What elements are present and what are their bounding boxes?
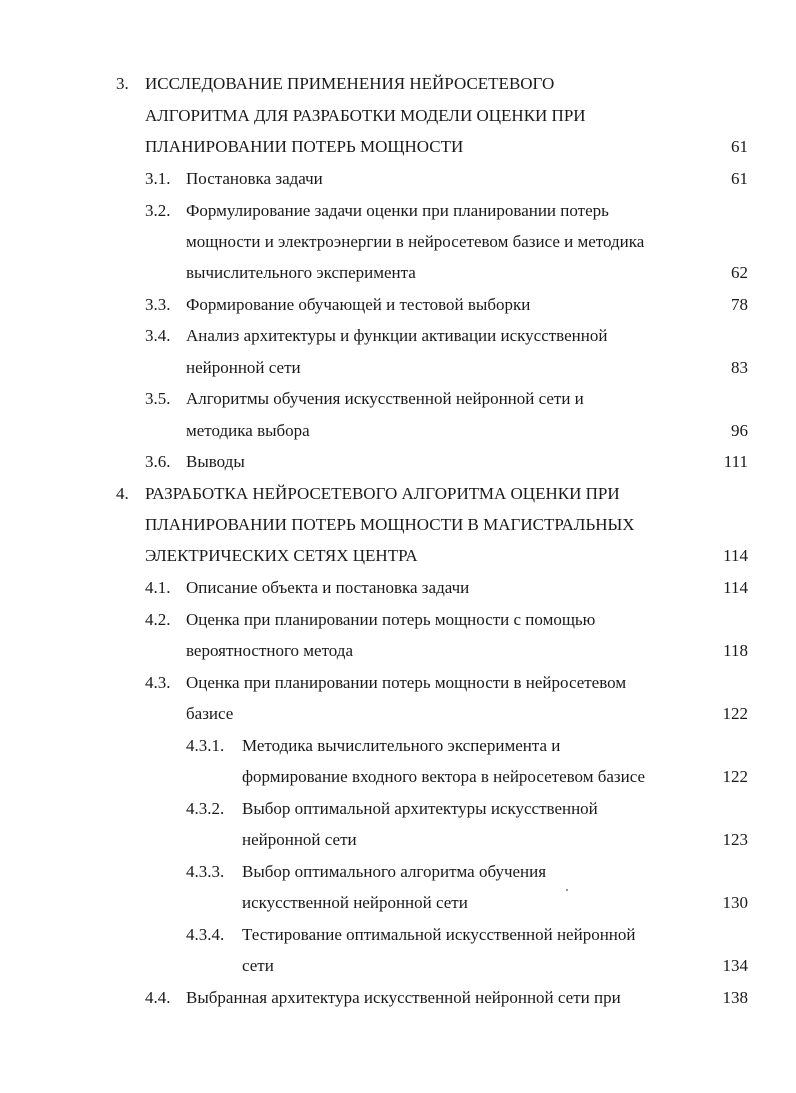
toc-title-line: Алгоритмы обучения искусственной нейронной сети и (186, 389, 584, 408)
toc-title-line: Описание объекта и постановка задачи (186, 578, 470, 597)
toc-title-line: Выбор оптимального алгоритма обучения (242, 862, 547, 881)
toc-page-number: 122 (722, 767, 748, 786)
toc-title-line: ЭЛЕКТРИЧЕСКИХ СЕТЯХ ЦЕНТРА (145, 546, 418, 565)
toc-title-line: АЛГОРИТМА ДЛЯ РАЗРАБОТКИ МОДЕЛИ ОЦЕНКИ ПРИ (145, 106, 586, 125)
toc-number: 3.6. (145, 452, 171, 471)
toc-title-line: нейронной сети (242, 830, 357, 849)
toc-page-number: 111 (723, 452, 748, 471)
toc-title-line: ПЛАНИРОВАНИИ ПОТЕРЬ МОЩНОСТИ В МАГИСТРАЛЬНЫХ (145, 515, 635, 534)
toc-title-line: искусственной нейронной сети (242, 893, 468, 912)
toc-title-line: РАЗРАБОТКА НЕЙРОСЕТЕВОГО АЛГОРИТМА ОЦЕНКИ ПРИ (145, 484, 620, 503)
toc-page-number: 61 (731, 137, 748, 156)
toc-page-number: 134 (722, 956, 748, 975)
toc-number: 3.2. (145, 201, 171, 220)
toc-page-number: 96 (731, 421, 748, 440)
toc-title-line: Формирование обучающей и тестовой выборки (186, 295, 531, 314)
toc-title-line: Оценка при планировании потерь мощности в нейросетевом (186, 673, 627, 692)
toc-page-number: 114 (723, 578, 748, 597)
toc-number: 4.4. (145, 988, 171, 1007)
toc-page-number: 83 (731, 358, 748, 377)
toc-page-number: 61 (731, 169, 748, 188)
toc-title-line: Формулирование задачи оценки при планировании потерь (186, 201, 609, 220)
toc-number: 4. (116, 484, 129, 503)
toc-number: 3.5. (145, 389, 171, 408)
toc-title-line: сети (242, 956, 274, 975)
toc-title-line: формирование входного вектора в нейросетевом базисе (242, 767, 646, 786)
toc-number: 4.3.2. (186, 799, 225, 818)
toc-title-line: Анализ архитектуры и функции активации искусственной (186, 326, 608, 345)
toc-title-line: вероятностного метода (186, 641, 354, 660)
toc-page-number: 123 (722, 830, 748, 849)
toc-number: 3.1. (145, 169, 171, 188)
toc-title-line: Выбранная архитектура искусственной нейронной сети при (186, 988, 621, 1007)
toc-title-line: вычислительного эксперимента (186, 263, 416, 282)
toc-page-number: 114 (723, 546, 748, 565)
toc-number: 3.4. (145, 326, 171, 345)
toc-number: 4.3. (145, 673, 171, 692)
toc-title-line: ИССЛЕДОВАНИЕ ПРИМЕНЕНИЯ НЕЙРОСЕТЕВОГО (145, 74, 555, 93)
toc-title-line: Оценка при планировании потерь мощности с помощью (186, 610, 596, 629)
toc-title-line: Постановка задачи (186, 169, 323, 188)
toc-number: 4.2. (145, 610, 171, 629)
toc-title-line: ПЛАНИРОВАНИИ ПОТЕРЬ МОЩНОСТИ (145, 137, 464, 156)
toc-number: 3. (116, 74, 129, 93)
toc-title-line: нейронной сети (186, 358, 301, 377)
toc-page-number: 138 (722, 988, 748, 1007)
toc-page-number: 62 (731, 263, 748, 282)
toc-title-line: Тестирование оптимальной искусственной нейронной (242, 925, 636, 944)
toc-title-line: Методика вычислительного эксперимента и (242, 736, 561, 755)
toc-title-line: Выбор оптимальной архитектуры искусственной (242, 799, 598, 818)
toc-number: 3.3. (145, 295, 171, 314)
toc-title-line: базисе (186, 704, 234, 723)
toc-number: 4.3.4. (186, 925, 225, 944)
toc-page-number: 78 (731, 295, 748, 314)
toc-page-number: 122 (722, 704, 748, 723)
toc-page-number: 130 (722, 893, 748, 912)
scan-speck (566, 889, 568, 891)
toc-title-line: мощности и электроэнергии в нейросетевом базисе и методика (186, 232, 645, 251)
toc-page-number: 118 (723, 641, 748, 660)
toc-title-line: Выводы (186, 452, 245, 471)
toc-number: 4.3.1. (186, 736, 225, 755)
toc-number: 4.3.3. (186, 862, 225, 881)
toc-title-line: методика выбора (186, 421, 310, 440)
toc-number: 4.1. (145, 578, 171, 597)
